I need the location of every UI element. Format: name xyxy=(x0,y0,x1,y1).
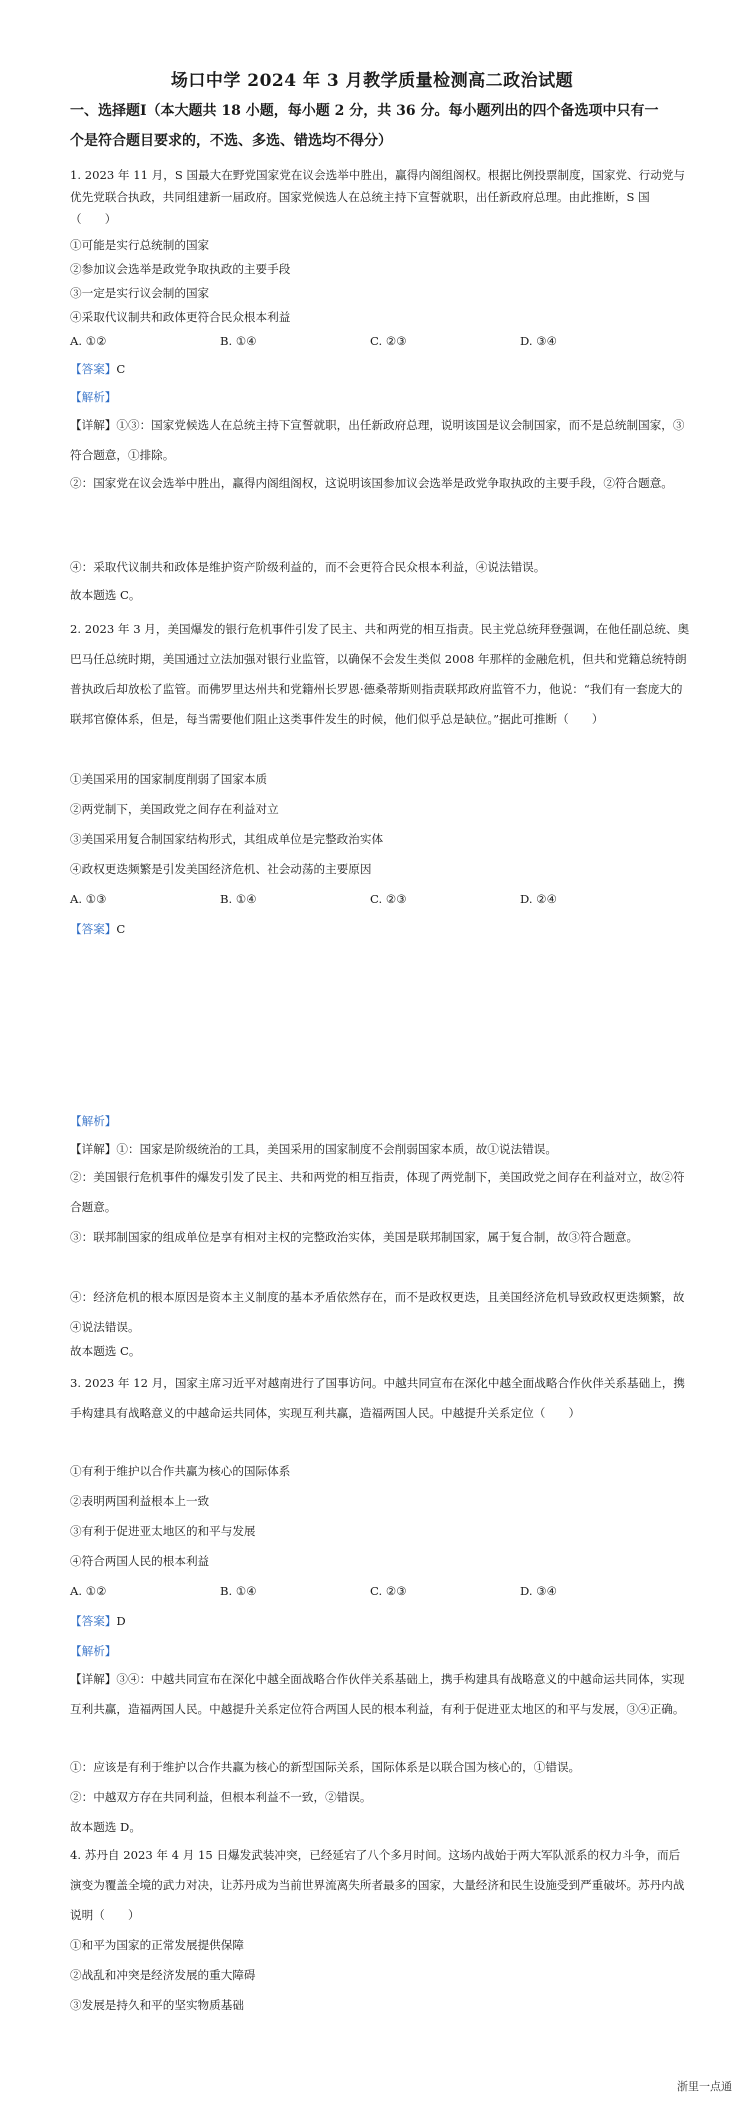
question-1-detail: 【详解】①③：国家党候选人在总统主持下宣誓就职，出任新政府总理，说明该国是议会制国家，而不是总统制国家，③符合题意，①排除。 xyxy=(70,418,685,462)
question-3-item: ③有利于促进亚太地区的和平与发展 xyxy=(70,1524,256,1538)
question-3-answer xyxy=(70,1610,126,1632)
question-1-options xyxy=(70,330,690,352)
option-c: C. ②③ xyxy=(370,892,407,906)
question-2-answer xyxy=(70,918,125,940)
option-d: D. ③④ xyxy=(520,334,558,348)
question-1-answer xyxy=(70,358,125,380)
question-2-item: ④政权更迭频繁是引发美国经济危机、社会动荡的主要原因 xyxy=(70,862,372,876)
question-3-detail: ②：中越双方存在共同利益，但根本利益不一致，②错误。 xyxy=(70,1790,372,1804)
question-2-options xyxy=(70,888,690,910)
watermark-text: 浙里一点通 xyxy=(677,2080,732,2093)
question-2-conclusion: 故本题选 C。 xyxy=(70,1344,141,1358)
answer-value: C xyxy=(116,922,126,936)
question-2-item: ①美国采用的国家制度削弱了国家本质 xyxy=(70,772,268,786)
question-1-item: ①可能是实行总统制的国家 xyxy=(70,238,210,252)
answer-tag: 【答案】 xyxy=(70,922,117,936)
question-3-detail: ①：应该是有利于维护以合作共赢为核心的新型国际关系，国际体系是以联合国为核心的，①错误。 xyxy=(70,1760,581,1774)
option-d: D. ②④ xyxy=(520,892,558,906)
page-title: 场口中学 2024 年 3 月教学质量检测高二政治试题 xyxy=(170,71,574,91)
question-2-analysis-tag: 【解析】 xyxy=(70,1114,117,1128)
question-4-item: ③发展是持久和平的坚实物质基础 xyxy=(70,1998,244,2012)
question-3-detail: 【详解】③④：中越共同宣布在深化中越全面战略合作伙伴关系基础上，携手构建具有战略意义的中越命运共同体，实现互利共赢，造福两国人民。中越提升关系定位符合两国人民的根本利益，有利于促进亚太地区的和平与发展，③④正确。 xyxy=(70,1672,685,1716)
question-2-item: ③美国采用复合制国家结构形式，其组成单位是完整政治实体 xyxy=(70,832,384,846)
question-4-stem: 4. 苏丹自 2023 年 4 月 15 日爆发武装冲突，已经延宕了八个多月时间。这场内战始于两大军队派系的权力斗争，而后演变为覆盖全境的武力对决，让苏丹成为当前世界流离失所者最多的国家，大量经济和民生设施受到严重破坏。苏丹内战说明（ ） xyxy=(70,1848,685,1922)
question-1-conclusion: 故本题选 C。 xyxy=(70,588,141,602)
question-3-stem: 3. 2023 年 12 月，国家主席习近平对越南进行了国事访问。中越共同宣布在深化中越全面战略合作伙伴关系基础上，携手构建具有战略意义的中越命运共同体，实现互利共赢，造福两国人民。中越提升关系定位（ ） xyxy=(70,1376,685,1420)
question-1-item: ②参加议会选举是政党争取执政的主要手段 xyxy=(70,262,291,276)
option-a: A. ①② xyxy=(70,1584,107,1598)
section-heading-line1: 一、选择题Ⅰ（本大题共 18 小题，每小题 2 分，共 36 分。每小题列出的四个备选项中只有一 xyxy=(70,103,659,119)
option-c: C. ②③ xyxy=(370,1584,407,1598)
question-3-item: ④符合两国人民的根本利益 xyxy=(70,1554,210,1568)
answer-tag: 【答案】 xyxy=(70,362,117,376)
question-3-analysis-tag: 【解析】 xyxy=(70,1644,117,1658)
question-1-detail: ④：采取代议制共和政体是维护资产阶级利益的，而不会更符合民众根本利益，④说法错误。 xyxy=(70,560,546,574)
option-b: B. ①④ xyxy=(220,334,257,348)
question-4-item: ①和平为国家的正常发展提供保障 xyxy=(70,1938,244,1952)
option-c: C. ②③ xyxy=(370,334,407,348)
question-3-item: ①有利于维护以合作共赢为核心的国际体系 xyxy=(70,1464,291,1478)
question-2-detail: ②：美国银行危机事件的爆发引发了民主、共和两党的相互指责，体现了两党制下，美国政党之间存在利益对立，故②符合题意。 xyxy=(70,1170,685,1214)
option-b: B. ①④ xyxy=(220,1584,257,1598)
question-4-item: ②战乱和冲突是经济发展的重大障碍 xyxy=(70,1968,256,1982)
question-3-options xyxy=(70,1580,690,1602)
option-a: A. ①② xyxy=(70,334,107,348)
question-2-item: ②两党制下，美国政党之间存在利益对立 xyxy=(70,802,279,816)
question-1-item: ③一定是实行议会制的国家 xyxy=(70,286,210,300)
answer-tag: 【答案】 xyxy=(70,1614,117,1628)
question-3-item: ②表明两国利益根本上一致 xyxy=(70,1494,210,1508)
question-1-analysis-tag: 【解析】 xyxy=(70,390,117,404)
option-b: B. ①④ xyxy=(220,892,257,906)
question-1-item: ④采取代议制共和政体更符合民众根本利益 xyxy=(70,310,291,324)
answer-value: D xyxy=(116,1614,126,1628)
question-2-detail: ③：联邦制国家的组成单位是享有相对主权的完整政治实体，美国是联邦制国家，属于复合制，故③符合题意。 xyxy=(70,1230,639,1244)
answer-value: C xyxy=(116,362,126,376)
option-d: D. ③④ xyxy=(520,1584,558,1598)
question-1-stem: 1. 2023 年 11 月，S 国最大在野党国家党在议会选举中胜出，赢得内阁组阁权。根据比例投票制度，国家党、行动党与优先党联合执政，共同组建新一届政府。国家党候选人在总统主持下宣誓就职，出任新政府总理。由此推断，S 国（ ） xyxy=(70,168,686,226)
option-a: A. ①③ xyxy=(70,892,107,906)
question-3-conclusion: 故本题选 D。 xyxy=(70,1820,141,1834)
question-2-detail: ④：经济危机的根本原因是资本主义制度的基本矛盾依然存在，而不是政权更迭，且美国经济危机导致政权更迭频繁，故④说法错误。 xyxy=(70,1290,685,1334)
question-1-detail: ②：国家党在议会选举中胜出，赢得内阁组阁权，这说明该国参加议会选举是政党争取执政的主要手段，②符合题意。 xyxy=(70,476,673,490)
section-heading-line2: 个是符合题目要求的，不选、多选、错选均不得分） xyxy=(70,133,392,149)
question-2-detail: 【详解】①：国家是阶级统治的工具，美国采用的国家制度不会削弱国家本质，故①说法错误。 xyxy=(70,1142,557,1156)
question-2-stem: 2. 2023 年 3 月，美国爆发的银行危机事件引发了民主、共和两党的相互指责。民主党总统拜登强调，在他任副总统、奥巴马任总统时期，美国通过立法加强对银行业监管，以确保不会发生类似 2008 年那样的金融危机，但共和党籍总统特朗普执政后却放松了监管。而佛罗里达州共和党籍州长罗恩·德桑蒂斯则指责联邦政府监管不力，他说：“我们有一套庞大的联邦官僚体系，但是，每当需要他们阻止这类事件发生的时候，他们似乎总是缺位。”据此可推断（ ） xyxy=(70,622,690,726)
